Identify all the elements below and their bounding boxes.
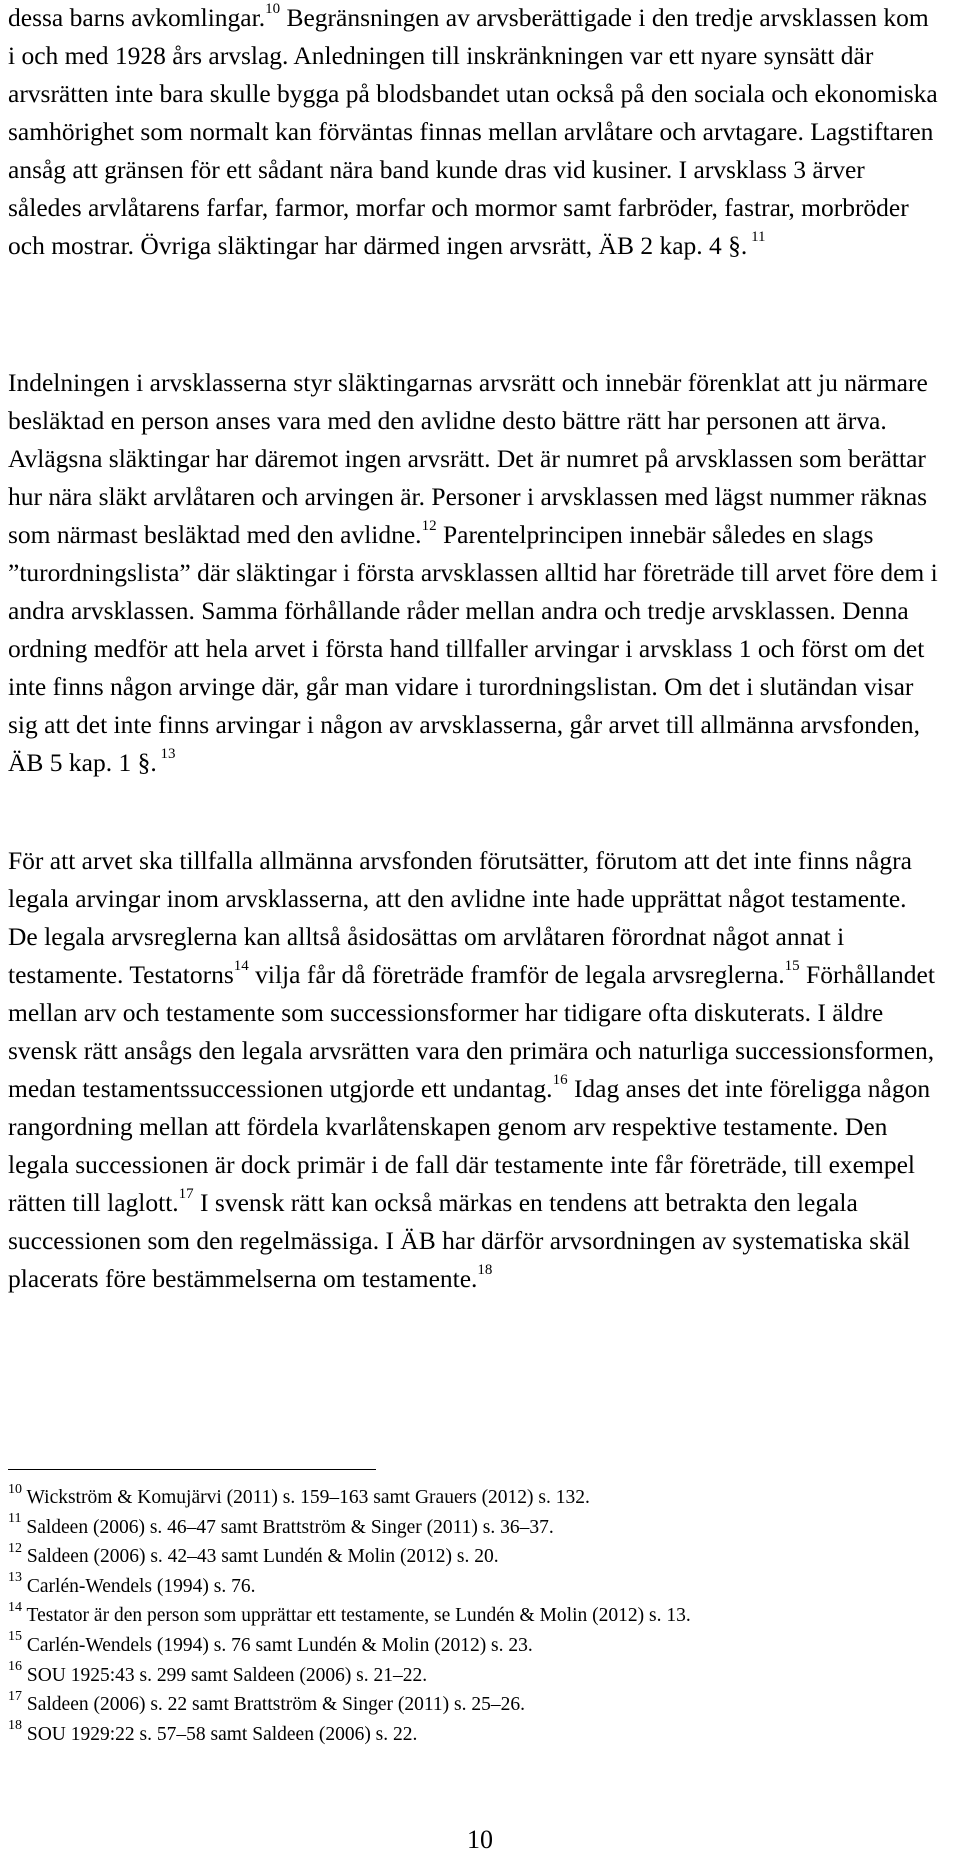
- footnote-separator: [8, 1469, 376, 1470]
- footnote-number: 17: [8, 1688, 22, 1704]
- footnote-15: [8, 1631, 940, 1661]
- footnote-reference: 16: [552, 1071, 568, 1088]
- paragraph-3: [8, 842, 940, 1298]
- footnote-number: 11: [8, 1511, 22, 1527]
- footnote-10: [8, 1483, 940, 1513]
- footnote-text: SOU 1929:22 s. 57–58 samt Saldeen (2006) s. 22.: [22, 1723, 418, 1745]
- footnote-reference: 17: [178, 1185, 194, 1202]
- footnote-number: 14: [8, 1599, 22, 1615]
- footnote-number: 10: [8, 1481, 22, 1497]
- footnote-reference: 12: [421, 517, 437, 534]
- paragraph-text: Idag anses det inte föreligga någon rangordning mellan att fördela kvarlåtenskapen genom arv respektive testamente. Den legala successionen är dock primär i de fall där testamente inte får företräde, till exempel rätten till laglott.: [8, 1074, 931, 1217]
- footnote-text: Wickström & Komujärvi (2011) s. 159–163 samt Grauers (2012) s. 132.: [22, 1487, 590, 1508]
- footnote-14: [8, 1601, 940, 1631]
- paragraph-text: I svensk rätt kan också märkas en tendens att betrakta den legala successionen som den regelmässiga. I ÄB har därför arvsordningen av systematiska skäl placerats före bestämmelserna om testamente.: [8, 1188, 911, 1293]
- footnote-text: Saldeen (2006) s. 42–43 samt Lundén & Molin (2012) s. 20.: [22, 1546, 499, 1568]
- footnote-number: 16: [8, 1659, 22, 1675]
- footnote-text: Carlén-Wendels (1994) s. 76 samt Lundén & Molin (2012) s. 23.: [22, 1634, 533, 1656]
- paragraph-text: Indelningen i arvsklasserna styr släktingarnas arvsrätt och innebär förenklat att ju närmare besläktad en person anses vara med den avlidne desto bättre rätt har personen att ärva. Avlägsna släktingar har däremot ingen arvsrätt. Det är numret på arvsklassen som berättar hur nära släkt arvlåtaren och arvingen är. Personer i arvsklassen med lägst nummer räknas som närmast besläktad med den avlidne.: [8, 368, 928, 549]
- paragraph-text: dessa barns avkomlingar.: [8, 3, 266, 32]
- footnote-reference: 15: [784, 957, 800, 974]
- footnote-17: [8, 1690, 940, 1720]
- footnote-text: Saldeen (2006) s. 22 samt Brattström & Singer (2011) s. 25–26.: [22, 1694, 525, 1716]
- footnote-16: [8, 1661, 940, 1691]
- footnote-reference: 18: [477, 1261, 493, 1278]
- footnote-12: [8, 1542, 940, 1572]
- footnote-text: Testator är den person som upprättar ett testamente, se Lundén & Molin (2012) s. 13.: [22, 1605, 691, 1627]
- paragraph-text: Begränsningen av arvsberättigade i den tredje arvsklassen kom i och med 1928 års arvslag. Anledningen till inskränkningen var ett nyare synsätt där arvsrätten inte bara skulle bygga på blodsbandet utan också på den sociala och ekonomiska samhörighet som normalt kan förväntas finnas mellan arvlåtare och arvtagare. Lagstiftaren ansåg att gränsen för ett sådant nära band kunde dras vid kusiner. I arvsklass 3 ärver således arvlåtarens farfar, farmor, morfar och mormor samt farbröder, fastrar, morbröder och mostrar. Övriga släktingar har därmed ingen arvsrätt, ÄB 2 kap. 4 §.: [8, 3, 938, 260]
- footnote-number: 18: [8, 1718, 22, 1734]
- footnote-list: [8, 1483, 940, 1749]
- footnote-11: [8, 1513, 940, 1543]
- footnote-18: [8, 1720, 940, 1750]
- footnote-reference: 13: [156, 745, 176, 762]
- footnote-reference: 10: [265, 0, 281, 17]
- paragraph-text: Förhållandet mellan arv och testamente som successionsformer har tidigare ofta diskuterats. I äldre svensk rätt ansågs den legala arvsrätten vara den primära och naturliga successionsformen, medan testamentssuccessionen utgjorde ett undantag.: [8, 960, 935, 1103]
- paragraph-1: [8, 0, 940, 265]
- paragraph-text: Parentelprincipen innebär således en slags ”turordningslista” där släktingar i första arvsklassen alltid har företräde till arvet före dem i andra arvsklassen. Samma förhållande råder mellan andra och tredje arvsklassen. Denna ordning medför att hela arvet i första hand tillfaller arvingar i arvsklass 1 och först om det inte finns någon arvinge där, går man vidare i turordningslistan. Om det i slutändan visar sig att det inte finns arvingar i någon av arvsklasserna, går arvet till allmänna arvsfonden, ÄB 5 kap. 1 §.: [8, 520, 938, 777]
- footnote-reference: 14: [233, 957, 249, 974]
- page-number: 10: [467, 1825, 493, 1854]
- footnote-text: SOU 1925:43 s. 299 samt Saldeen (2006) s. 21–22.: [22, 1664, 428, 1686]
- paragraph-text: vilja får då företräde framför de legala arvsreglerna.: [248, 960, 785, 989]
- footnote-text: Saldeen (2006) s. 46–47 samt Brattström & Singer (2011) s. 36–37.: [21, 1516, 554, 1538]
- footnote-reference: 11: [747, 228, 766, 245]
- footnote-number: 12: [8, 1540, 22, 1556]
- footnote-number: 13: [8, 1570, 22, 1586]
- paragraph-2: [8, 364, 940, 782]
- paragraph-text: För att arvet ska tillfalla allmänna arvsfonden förutsätter, förutom att det inte finns några legala arvingar inom arvsklasserna, att den avlidne inte hade upprättat något testamente. De legala arvsreglerna kan alltså åsidosättas om arvlåtaren förordnat något annat i testamente. Testatorns: [8, 846, 912, 989]
- footnote-text: Carlén-Wendels (1994) s. 76.: [22, 1575, 256, 1597]
- footnote-13: [8, 1572, 940, 1602]
- footnote-number: 15: [8, 1629, 22, 1645]
